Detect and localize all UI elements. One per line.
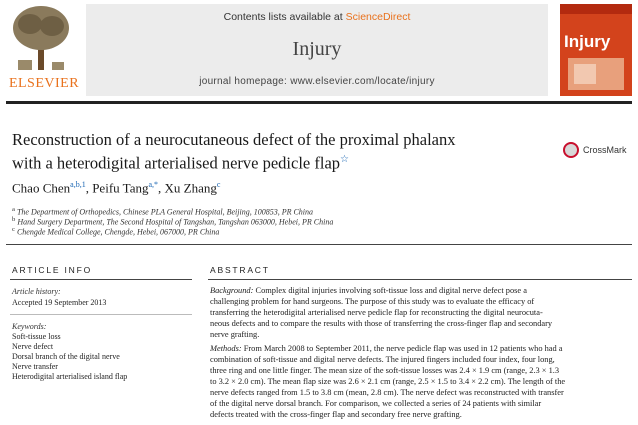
abstract-line: nerve grafting. xyxy=(210,330,260,339)
keyword-item[interactable]: Dorsal branch of the digital nerve xyxy=(12,352,120,361)
author-affiliation-mark[interactable]: a,b,1 xyxy=(70,180,86,189)
affiliation-mark: a xyxy=(12,206,15,213)
abstract-methods-label: Methods: xyxy=(210,344,242,353)
article-title-line-1: Reconstruction of a neurocutaneous defect of the proximal phalanx xyxy=(12,130,456,149)
author-name[interactable]: Peifu Tang xyxy=(92,180,149,196)
history-label: Article history: xyxy=(12,287,61,296)
author-affiliation-mark[interactable]: c xyxy=(216,180,221,189)
abstract-line: defects treated with the cross-finger flap and secondary free nerve grafting. xyxy=(210,410,462,419)
abstract-heading: ABSTRACT xyxy=(210,265,270,275)
journal-banner xyxy=(86,4,548,96)
elsevier-logo[interactable] xyxy=(6,4,80,94)
sciencedirect-link[interactable]: ScienceDirect xyxy=(345,11,411,23)
contents-availability xyxy=(86,11,548,23)
abstract-line: three ring and one little finger. The mean size of the soft-tissue losses was 2.4 × 1.9 cm (range, 2.3 × 1.3 xyxy=(210,366,560,375)
abstract-line: neous defects and to compare the results with those of transferring the cross-finger flap and secondary xyxy=(210,319,553,328)
elsevier-wordmark: ELSEVIER xyxy=(8,76,80,91)
author-affiliation-mark[interactable]: a,* xyxy=(148,180,159,189)
abstract-background-label: Background: xyxy=(210,286,254,295)
affiliation-c xyxy=(12,226,219,237)
elsevier-tree-icon xyxy=(10,4,72,72)
abstract-line: challenging problem for hand surgeons. The purpose of this study was to evaluate the efficacy of xyxy=(210,297,535,306)
affiliation-mark: b xyxy=(12,216,16,223)
cover-top-band xyxy=(560,4,632,14)
accepted-date: Accepted 19 September 2013 xyxy=(12,298,107,307)
abstract-line: nerve defects ranged from 1.5 to 3.8 cm (mean, 2.8 cm). The nerve defect was reconstructed with transfer xyxy=(210,388,564,397)
cover-image-detail xyxy=(574,64,596,84)
journal-homepage[interactable]: journal homepage: www.elsevier.com/locate/injury xyxy=(199,76,435,87)
article-title xyxy=(12,130,552,174)
crossmark-label: CrossMark xyxy=(583,145,627,155)
title-footnote-mark[interactable]: ☆ xyxy=(340,154,349,165)
abstract-line-text: Complex digital injuries involving soft-tissue loss and digital nerve defect pose a xyxy=(253,286,527,295)
article-title-line-2 xyxy=(12,150,552,174)
author-list: Chao Chen$^{a,b,1}$, Peifu Tang$^{a,*}$, Xu Zhang$^c$ xyxy=(12,180,221,196)
article-title-line-2-text: with a heterodigital arterialised nerve pedicle flap xyxy=(12,153,341,173)
journal-name[interactable]: Injury xyxy=(292,38,342,60)
article-info-rule xyxy=(10,279,192,280)
keyword-item[interactable]: Nerve defect xyxy=(12,342,54,351)
contents-prefix: Contents lists available at xyxy=(223,11,343,23)
affiliation-text: Chengde Medical College, Chengde, Hebei, 067000, PR China xyxy=(16,227,220,237)
keyword-item[interactable]: Heterodigital arterialised island flap xyxy=(12,372,128,381)
affiliation-divider xyxy=(6,244,632,245)
keyword-item[interactable]: Nerve transfer xyxy=(12,362,58,371)
history-divider xyxy=(10,314,192,315)
keywords-label: Keywords: xyxy=(12,322,47,331)
crossmark-badge[interactable] xyxy=(563,142,633,160)
article-info-heading: ARTICLE INFO xyxy=(12,265,93,275)
abstract-line xyxy=(210,344,634,353)
cover-title: Injury xyxy=(564,32,611,51)
abstract-line-text: From March 2008 to September 2011, the nerve pedicle flap was used in 12 patients who had a xyxy=(241,344,563,353)
abstract-line: of the digital nerve dorsal branch. For comparison, we collected a series of 24 patients with similar xyxy=(210,399,542,408)
header-divider xyxy=(6,101,632,104)
author-name[interactable]: Xu Zhang xyxy=(164,180,217,196)
affiliation-text: The Department of Orthopedics, Chinese PLA General Hospital, Beijing, 100853, PR China xyxy=(16,207,314,217)
abstract-rule xyxy=(208,279,632,280)
affiliation-mark: c xyxy=(12,226,15,233)
author-name[interactable]: Chao Chen xyxy=(12,180,71,196)
abstract-line: to 3.2 × 2.0 cm). The mean flap size was 2.6 × 2.1 cm (range, 2.5 × 1.5 to 3.4 × 2.2 cm). The length of the xyxy=(210,377,566,386)
affiliation-text: Hand Surgery Department, The Second Hospital of Tangshan, Tangshan 063000, Hebei, PR China xyxy=(17,217,334,227)
abstract-line xyxy=(210,286,634,295)
crossmark-icon xyxy=(563,142,579,158)
journal-cover-thumbnail[interactable] xyxy=(560,4,632,96)
journal-header xyxy=(0,0,638,100)
abstract-line: transferring the heterodigital arterialised nerve pedicle flap for reconstructing the digital neurocuta- xyxy=(210,308,543,317)
abstract-line: combination of soft-tissue and digital nerve defects. The injured fingers included four index, four long, xyxy=(210,355,555,364)
keyword-item[interactable]: Soft-tissue loss xyxy=(12,332,61,341)
